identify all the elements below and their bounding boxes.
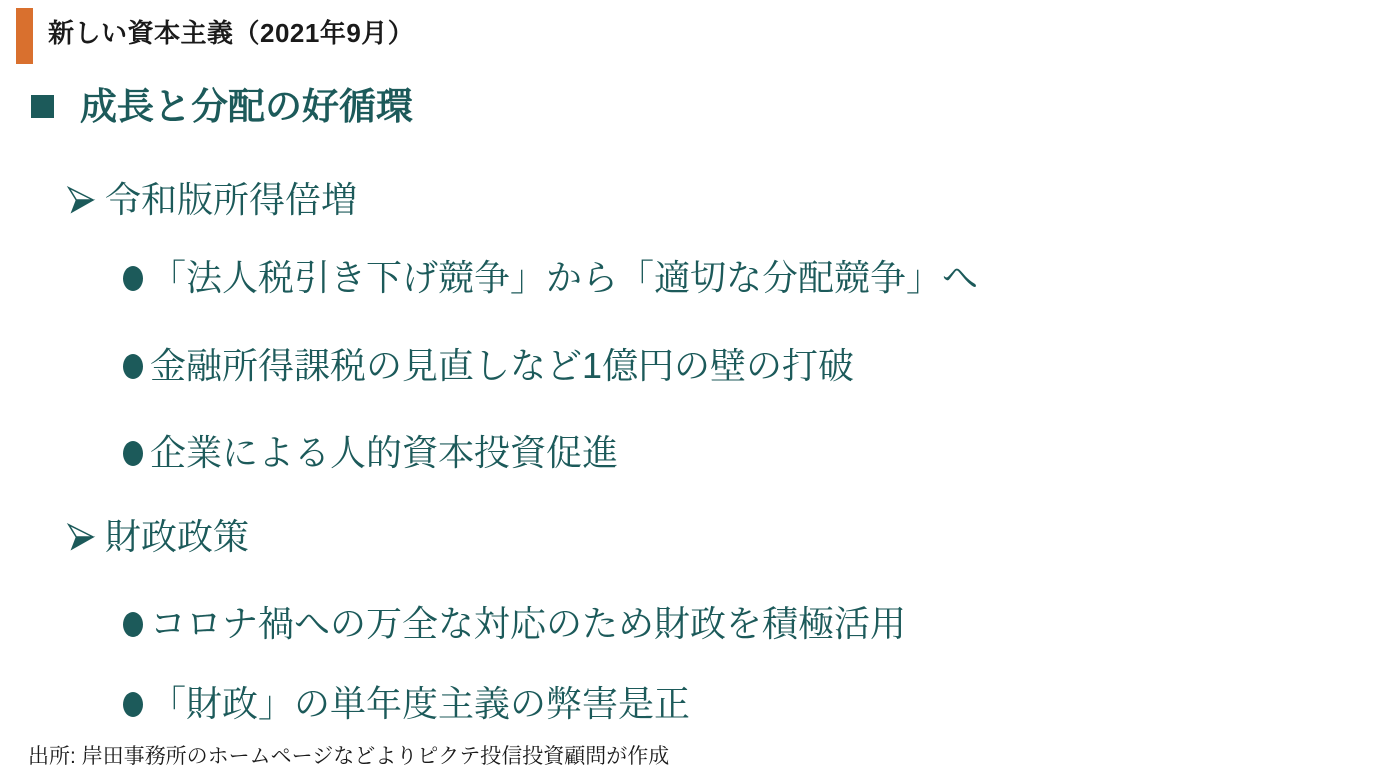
dot-bullet-icon bbox=[123, 441, 143, 466]
outline-item-label: 金融所得課税の見直しなど1億円の壁の打破 bbox=[150, 345, 855, 386]
outline-item bbox=[123, 683, 691, 724]
outline-item-label: 「財政」の単年度主義の弊害是正 bbox=[150, 683, 691, 724]
dot-bullet-icon bbox=[123, 354, 143, 379]
outline-item bbox=[66, 179, 358, 220]
outline-item bbox=[66, 516, 250, 557]
arrow-bullet-icon bbox=[66, 521, 96, 553]
outline-item-label: 企業による人的資本投資促進 bbox=[150, 432, 619, 473]
outline-item bbox=[123, 603, 907, 644]
section-heading bbox=[31, 88, 413, 125]
dot-bullet-icon bbox=[123, 612, 143, 637]
outline-item bbox=[123, 432, 619, 473]
accent-bar bbox=[16, 8, 33, 64]
outline-item bbox=[123, 345, 855, 386]
outline-item bbox=[123, 257, 979, 298]
slide-title: 新しい資本主義（2021年9月） bbox=[48, 18, 415, 48]
outline-item-label: コロナ禍への万全な対応のため財政を積極活用 bbox=[150, 603, 907, 644]
square-bullet-icon bbox=[31, 95, 54, 118]
section-heading-label: 成長と分配の好循環 bbox=[80, 86, 413, 127]
dot-bullet-icon bbox=[123, 266, 143, 291]
outline-item-label: 令和版所得倍増 bbox=[105, 179, 358, 220]
outline-item-label: 財政政策 bbox=[105, 516, 250, 557]
arrow-bullet-icon bbox=[66, 184, 96, 216]
source-note: 出所: 岸田事務所のホームページなどよりピクテ投信投資顧問が作成 bbox=[28, 745, 670, 768]
outline-item-label: 「法人税引き下げ競争」から「適切な分配競争」へ bbox=[150, 257, 979, 298]
dot-bullet-icon bbox=[123, 692, 143, 717]
